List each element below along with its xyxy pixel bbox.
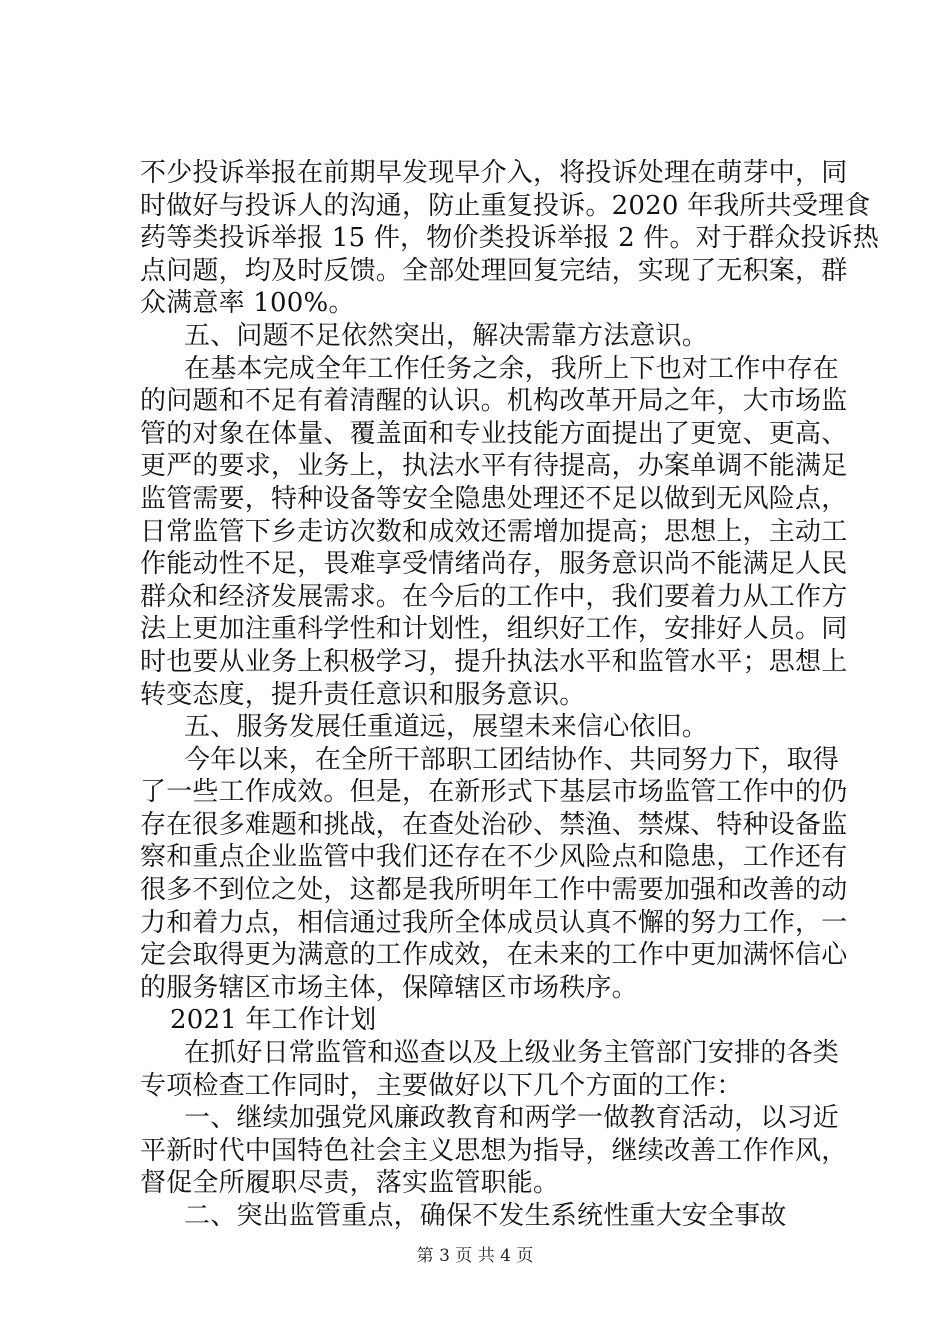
- text-line: 很多不到位之处，这都是我所明年工作中需要加强和改善的动: [140, 875, 848, 906]
- text-line: 的问题和不足有着清醒的认识。机构改革开局之年，大市场监: [140, 386, 848, 417]
- text-line: 管的对象在体量、覆盖面和专业技能方面提出了更宽、更高、: [140, 418, 848, 449]
- text-line: 众满意率 100%。: [140, 288, 355, 319]
- text-line: 一、继续加强党风廉政教育和两学一做教育活动，以习近: [184, 1103, 840, 1134]
- page-number-footer: 第 3 页 共 4 页: [416, 1246, 534, 1266]
- text-line: 作能动性不足，畏难享受情绪尚存，服务意识尚不能满足人民: [140, 549, 848, 580]
- text-line: 力和着力点，相信通过我所全体成员认真不懈的努力工作，一: [140, 907, 848, 938]
- document-body: [140, 157, 880, 1233]
- text-line: 监管需要，特种设备等安全隐患处理还不足以做到无风险点，: [140, 483, 848, 514]
- text-line: 不少投诉举报在前期早发现早介入，将投诉处理在萌芽中，同: [140, 158, 848, 188]
- text-line: 点问题，均及时反馈。全部处理回复完结，实现了无积案，群: [140, 255, 848, 286]
- section-heading: 五、服务发展任重道远，展望未来信心依旧。: [184, 712, 709, 743]
- text-line: 法上更加注重科学性和计划性，组织好工作，安排好人员。同: [140, 614, 848, 645]
- text-line: 在抓好日常监管和巡查以及上级业务主管部门安排的各类: [184, 1038, 840, 1069]
- text-line: 时也要从业务上积极学习，提升执法水平和监管水平；思想上: [140, 646, 848, 677]
- text-line: 督促全所履职尽责，落实监管职能。: [140, 1168, 560, 1199]
- text-line: 时做好与投诉人的沟通，防止重复投诉。2020 年我所共受理食: [140, 190, 871, 221]
- text-line: 日常监管下乡走访次数和成效还需增加提高；思想上，主动工: [140, 516, 848, 547]
- text-line: 在基本完成全年工作任务之余，我所上下也对工作中存在: [184, 353, 840, 384]
- text-line: 药等类投诉举报 15 件，物价类投诉举报 2 件。对于群众投诉热: [140, 223, 880, 254]
- section-heading: 二、突出监管重点，确保不发生系统性重大安全事故: [184, 1201, 787, 1231]
- text-line: 群众和经济发展需求。在今后的工作中，我们要着力从工作方: [140, 581, 848, 612]
- text-line: 专项检查工作同时，主要做好以下几个方面的工作：: [140, 1070, 743, 1101]
- text-line: 了一些工作成效。但是，在新形式下基层市场监管工作中的仍: [140, 777, 848, 808]
- text-line: 的服务辖区市场主体，保障辖区市场秩序。: [140, 972, 638, 1003]
- plan-heading: 2021 年工作计划: [170, 1005, 377, 1036]
- text-line: 存在很多难题和挑战，在查处治砂、禁渔、禁煤、特种设备监: [140, 809, 848, 840]
- text-line: 定会取得更为满意的工作成效，在未来的工作中更加满怀信心: [140, 940, 848, 971]
- text-line: 察和重点企业监管中我们还存在不少风险点和隐患，工作还有: [140, 842, 848, 873]
- section-heading: 五、问题不足依然突出，解决需靠方法意识。: [184, 320, 709, 351]
- text-line: 更严的要求，业务上，执法水平有待提高，办案单调不能满足: [140, 451, 848, 482]
- text-line: 平新时代中国特色社会主义思想为指导，继续改善工作作风，: [140, 1135, 848, 1166]
- text-line: 今年以来，在全所干部职工团结协作、共同努力下，取得: [184, 744, 840, 775]
- text-line: 转变态度，提升责任意识和服务意识。: [140, 679, 586, 710]
